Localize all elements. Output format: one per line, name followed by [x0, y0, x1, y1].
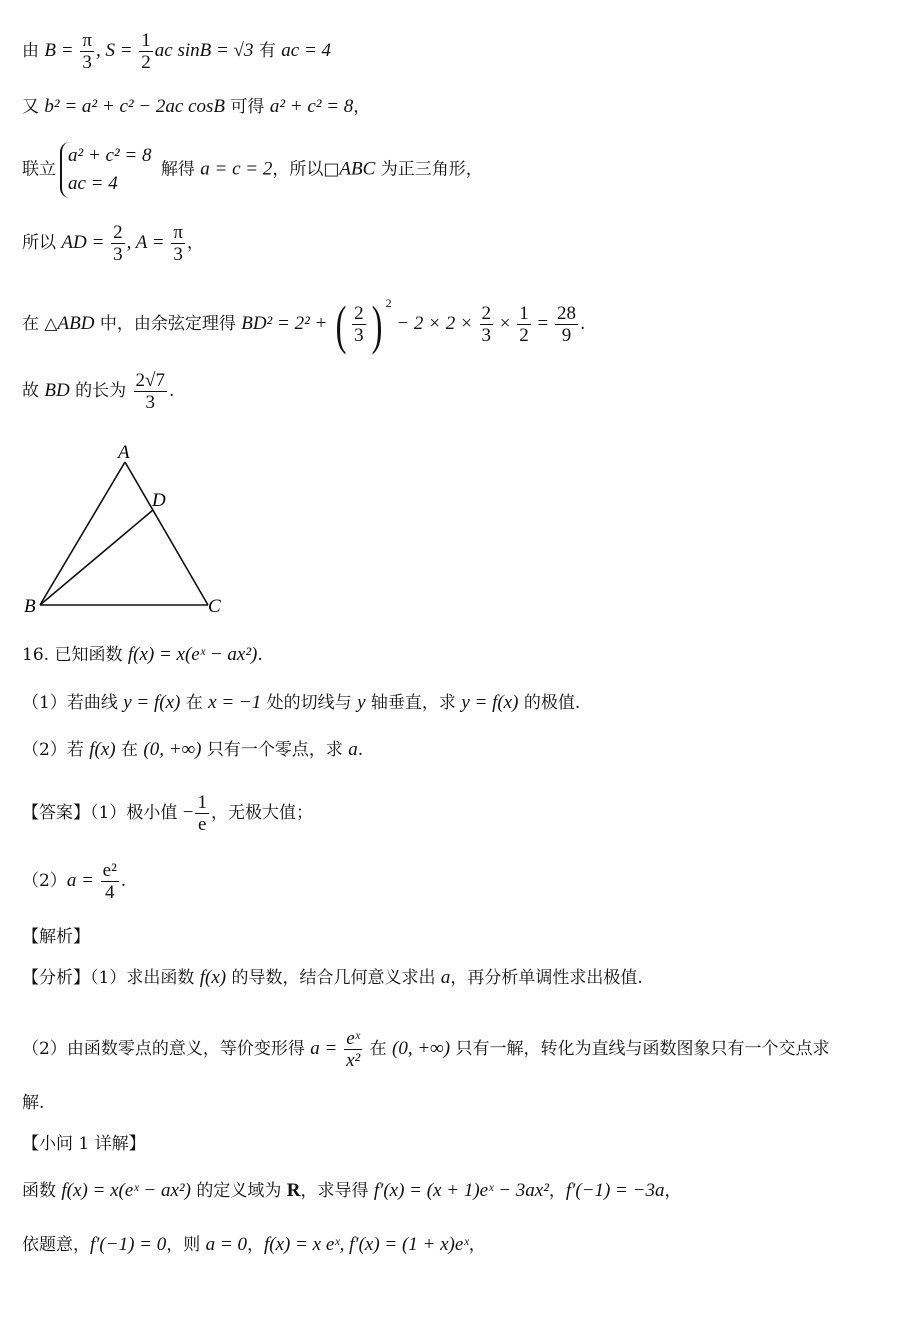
math: − 2 × 2 ×	[391, 313, 478, 334]
fraction	[480, 303, 494, 346]
text: 可得	[225, 97, 270, 117]
analysis-1	[22, 967, 643, 989]
text: ，	[353, 97, 371, 117]
fraction	[344, 1028, 362, 1071]
text: 故	[22, 381, 45, 401]
math: f(x) = x(eˣ − ax²)	[127, 644, 258, 665]
segment-BD	[40, 510, 153, 605]
frac-num: 28	[556, 303, 576, 324]
math: a =	[66, 870, 99, 891]
text: ，	[468, 1235, 486, 1255]
frac-num: 2	[113, 222, 123, 243]
math: −	[182, 802, 194, 823]
text: 函数	[22, 1181, 62, 1201]
text: 的定义域为	[190, 1181, 287, 1201]
fraction	[111, 222, 125, 265]
math: b² = a² + c² − 2ac cosB	[44, 96, 226, 117]
line-5	[22, 292, 586, 355]
text: （1）若曲线	[22, 693, 124, 713]
text: 的极值.	[518, 693, 581, 713]
equation: ac = 4	[68, 173, 118, 194]
label-D: D	[152, 490, 166, 511]
equation-system	[60, 142, 151, 198]
text: 的长为	[69, 381, 132, 401]
text: ，求导得	[300, 1181, 374, 1201]
text: （2）若	[22, 740, 90, 760]
math-set-R: R	[286, 1180, 301, 1201]
math: f′(−1) = −3a	[565, 1180, 665, 1201]
text: ，无极大值；	[210, 803, 313, 823]
text: ，则	[166, 1235, 206, 1255]
line-2	[22, 96, 370, 118]
detail-line-1	[22, 1180, 681, 1202]
math: x = −1	[208, 692, 262, 713]
frac-den: 2	[519, 325, 529, 346]
frac-num: 2	[481, 303, 492, 324]
fraction	[352, 303, 366, 346]
math: a =	[310, 1038, 343, 1059]
text: 为正三角形，	[375, 159, 483, 180]
math: B =	[44, 40, 79, 61]
text: 所以	[22, 233, 62, 253]
text: 16. 已知函数	[22, 645, 128, 665]
frac-num: 1	[519, 303, 529, 324]
math: (0, +∞)	[143, 739, 202, 760]
question-16	[22, 644, 263, 666]
math: f′(−1) = 0	[90, 1234, 167, 1255]
line-4	[22, 222, 204, 265]
frac-num: 1	[141, 30, 151, 51]
text: ，	[186, 233, 204, 253]
text: 【分析】（1）求出函数	[22, 968, 200, 988]
label-B: B	[24, 596, 36, 617]
fraction	[171, 222, 185, 265]
text: ，	[664, 1181, 682, 1201]
math: ABC	[339, 158, 376, 180]
math: y = f(x)	[123, 692, 181, 713]
text: .	[257, 645, 263, 665]
math: BD	[44, 380, 70, 401]
text: 在 △	[22, 314, 58, 334]
line-6	[22, 370, 174, 413]
text: 又	[22, 97, 45, 117]
fraction	[517, 303, 531, 346]
text: 在	[180, 693, 209, 713]
question-16-part-1	[22, 692, 580, 714]
text: 有	[253, 41, 282, 61]
math: y	[357, 692, 366, 713]
math: =	[532, 313, 553, 334]
math: a = 0	[205, 1234, 247, 1255]
left-paren: (	[335, 294, 347, 355]
edge-AC	[125, 462, 208, 605]
fraction	[555, 303, 578, 346]
math: ×	[495, 313, 516, 334]
math: f(x) = x eˣ, f′(x) = (1 + x)eˣ	[263, 1234, 469, 1255]
frac-den: 3	[113, 244, 123, 265]
answer-2	[22, 860, 126, 903]
fraction	[139, 30, 153, 73]
label-A: A	[118, 442, 130, 463]
line-1	[22, 30, 331, 73]
math: f(x)	[89, 739, 116, 760]
math: ac = 4	[281, 40, 332, 61]
text: 依题意，	[22, 1235, 90, 1255]
section-heading: 【小问 1 详解】	[22, 1134, 146, 1154]
frac-den: 3	[82, 52, 92, 73]
math: , A =	[126, 232, 170, 253]
math: a	[348, 739, 358, 760]
section-part-1-detail	[22, 1133, 146, 1155]
frac-den: e	[197, 814, 207, 835]
answer-1	[22, 792, 313, 835]
text: .	[357, 740, 364, 760]
frac-den: 3	[173, 244, 183, 265]
equation: a² + c² = 8	[68, 145, 152, 166]
fraction	[134, 370, 167, 413]
line-3	[22, 142, 483, 198]
fraction	[195, 792, 209, 835]
right-paren: )	[371, 294, 382, 355]
math: f′(x) = (x + 1)eˣ − 3ax²	[373, 1180, 549, 1201]
frac-den: 3	[481, 325, 492, 346]
superscript: 2	[385, 296, 392, 310]
analysis-2-cont	[22, 1092, 44, 1114]
math: f(x)	[199, 967, 227, 988]
text: 由	[22, 41, 45, 61]
frac-num: π	[82, 30, 92, 51]
math: a² + c² = 8	[269, 96, 354, 117]
math: BD² = 2² +	[241, 313, 333, 334]
math: (0, +∞)	[392, 1038, 451, 1059]
frac-num: π	[173, 222, 183, 243]
section-heading: 【解析】	[22, 927, 90, 947]
math: f(x) = x(eˣ − ax²)	[61, 1180, 191, 1201]
frac-num: e²	[102, 860, 117, 881]
text: （2）	[22, 871, 67, 891]
text: 的导数，结合几何意义求出	[226, 968, 441, 988]
question-16-part-2	[22, 739, 363, 761]
frac-num: eˣ	[346, 1028, 361, 1049]
triangle-figure	[20, 440, 240, 620]
fraction	[80, 30, 94, 73]
text: 在	[364, 1039, 393, 1059]
math: y = f(x)	[461, 692, 519, 713]
analysis-2	[22, 1028, 829, 1071]
frac-den: 9	[561, 325, 572, 346]
detail-line-2	[22, 1234, 486, 1256]
frac-den: x²	[346, 1050, 361, 1071]
frac-num: 1	[197, 792, 207, 813]
math: AD =	[61, 232, 110, 253]
edge-AB	[40, 462, 125, 605]
label-C: C	[208, 596, 221, 617]
text: .	[168, 381, 175, 401]
frac-den: 3	[145, 392, 156, 413]
frac-den: 4	[104, 882, 115, 903]
math: , S =	[95, 40, 138, 61]
section-jiexi	[22, 926, 90, 948]
frac-num: 2√7	[135, 370, 165, 391]
frac-num: 2	[354, 303, 364, 324]
text: ，	[548, 1181, 566, 1201]
text: 处的切线与	[261, 693, 358, 713]
text: ，	[246, 1235, 264, 1255]
text: 中，由余弦定理得	[94, 314, 242, 334]
frac-den: 2	[141, 52, 151, 73]
text: 只有一个零点，求	[201, 740, 349, 760]
text: ，所以□	[272, 159, 340, 180]
text: .	[579, 314, 586, 334]
math: ac sinB = √3	[154, 40, 254, 61]
text: 轴垂直，求	[365, 693, 462, 713]
text: 【答案】（1）极小值	[22, 803, 183, 823]
math: ABD	[57, 313, 95, 334]
fraction	[101, 860, 119, 903]
text: 解得	[155, 159, 201, 180]
text: ，再分析单调性求出极值.	[450, 968, 643, 988]
text: .	[120, 871, 127, 891]
text: 只有一解，转化为直线与函数图象只有一个交点求	[450, 1039, 830, 1059]
math: a = c = 2	[200, 158, 273, 180]
frac-den: 3	[354, 325, 364, 346]
math: a	[440, 967, 451, 988]
text: 解.	[22, 1093, 45, 1113]
text: （2）由函数零点的意义，等价变形得	[22, 1039, 311, 1059]
text: 联立	[22, 159, 56, 180]
text: 在	[115, 740, 144, 760]
